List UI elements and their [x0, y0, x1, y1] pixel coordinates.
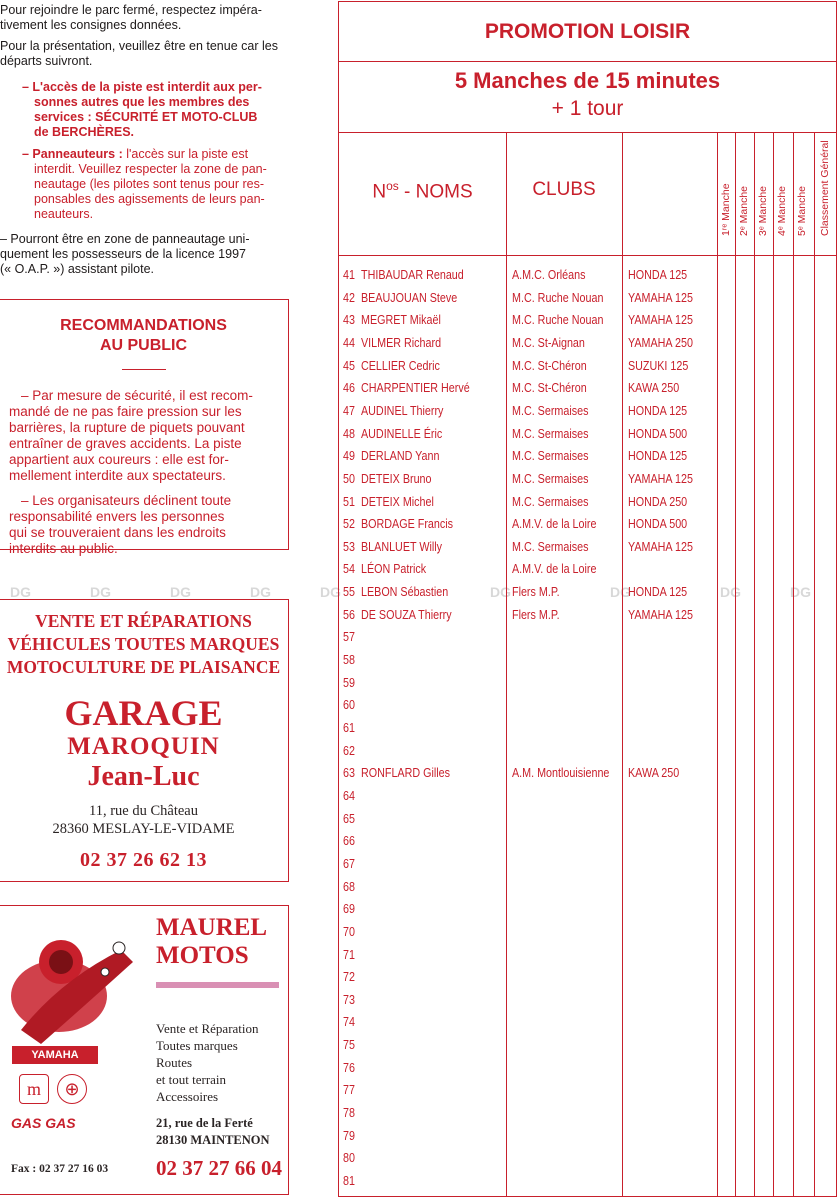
maurel-ad: [0, 905, 289, 1195]
service-line: Toutes marques: [156, 1038, 238, 1053]
row-number: 41: [343, 268, 355, 282]
row-number: 61: [343, 721, 355, 735]
column-divider: [793, 133, 794, 1196]
divider: [122, 369, 166, 370]
row-number: 44: [343, 335, 355, 350]
rule-panneauteurs: [22, 147, 294, 222]
header-manche-5: [793, 135, 811, 248]
row-number: 43: [343, 313, 355, 328]
row-club: M.C. St-Aignan: [512, 335, 585, 350]
service-line: MOTOCULTURE DE PLAISANCE: [6, 657, 281, 677]
row-club: Flers M.P.: [512, 607, 560, 622]
table-subtitle-extra: + 1 tour: [551, 97, 624, 120]
row-number: 54: [343, 562, 355, 577]
garage-phone: 02 37 26 62 13: [80, 849, 207, 871]
service-line: Accessoires: [156, 1089, 219, 1104]
divider: [339, 61, 836, 62]
row-number: 68: [343, 879, 355, 894]
row-number: 46: [343, 381, 355, 396]
row-number: 75: [343, 1038, 355, 1053]
yamaha-label: YAMAHA: [31, 1049, 79, 1061]
row-number: 78: [343, 1106, 355, 1121]
intro-line: tivement les consignes données.: [0, 18, 182, 32]
para-line: mellement interdite aux spectateurs.: [9, 468, 226, 483]
table-row: [339, 264, 717, 286]
gasgas-logo: GAS GAS: [11, 1115, 76, 1131]
row-name: CELLIER Cedric: [361, 358, 440, 373]
table-row: [339, 853, 717, 875]
row-number: 49: [343, 449, 355, 464]
yamaha-logo: [12, 1046, 98, 1064]
table-row: [339, 898, 717, 920]
row-number: 74: [343, 1015, 355, 1030]
row-club: M.C. Ruche Nouan: [512, 290, 604, 305]
column-divider: [754, 133, 755, 1196]
row-name: THIBAUDAR Renaud: [361, 268, 464, 282]
watermark: DG: [170, 584, 191, 600]
column-divider: [814, 133, 815, 1196]
header-manche-4: [773, 135, 791, 248]
row-moto: YAMAHA 125: [628, 290, 693, 305]
table-row: [339, 332, 717, 354]
service-line: VÉHICULES TOUTES MARQUES: [7, 634, 280, 654]
table-row: [339, 1170, 717, 1192]
service-line: Vente et Réparation: [156, 1021, 259, 1036]
row-moto: HONDA 500: [628, 426, 688, 441]
title-line: AU PUBLIC: [99, 337, 188, 354]
maurel-address: [156, 1115, 270, 1149]
row-number: 53: [343, 539, 355, 554]
table-row: [339, 762, 717, 784]
row-moto: YAMAHA 125: [628, 607, 693, 622]
row-moto: HONDA 125: [628, 403, 688, 418]
row-club: M.C. Sermaises: [512, 494, 589, 509]
row-moto: HONDA 125: [628, 268, 688, 282]
row-name: DETEIX Bruno: [361, 471, 432, 486]
row-moto: YAMAHA 125: [628, 539, 693, 554]
recommandations-box: [0, 299, 289, 556]
header-manche-label: 5ᵉ Manche: [796, 185, 808, 236]
row-number: 63: [343, 766, 355, 781]
row-name: CHARPENTIER Hervé: [361, 381, 470, 396]
row-number: 59: [343, 675, 355, 690]
column-divider: [717, 133, 718, 1196]
rule-line: l'accès sur la piste est: [122, 147, 249, 161]
row-name: BLANLUET Willy: [361, 539, 443, 554]
row-club: M.C. St-Chéron: [512, 358, 587, 373]
table-row: [339, 604, 717, 626]
para-line: barrières, la rupture de piquets pouvant: [9, 420, 245, 435]
header-noms-prefix: N: [372, 181, 387, 203]
row-name: AUDINEL Thierry: [361, 403, 444, 418]
watermark: DG: [250, 584, 271, 600]
divider: [156, 982, 279, 988]
table-row: [339, 830, 717, 852]
maurel-services: [156, 1020, 259, 1105]
row-name: LEBON Sébastien: [361, 585, 449, 600]
row-moto: YAMAHA 125: [628, 313, 693, 328]
row-moto: YAMAHA 125: [628, 471, 693, 486]
row-moto: HONDA 125: [628, 585, 688, 600]
header-noms: [339, 179, 506, 203]
table-row: [339, 400, 717, 422]
row-number: 70: [343, 924, 355, 939]
row-club: Flers M.P.: [512, 585, 560, 600]
row-moto: YAMAHA 250: [628, 335, 693, 350]
row-number: 77: [343, 1083, 355, 1098]
row-name: DERLAND Yann: [361, 449, 440, 464]
row-number: 45: [343, 358, 355, 373]
row-club: M.C. Sermaises: [512, 426, 589, 441]
row-name: BEAUJOUAN Steve: [361, 290, 458, 305]
table-row: [339, 694, 717, 716]
row-number: 47: [343, 403, 355, 418]
service-line: Routes: [156, 1055, 193, 1070]
row-club: M.C. St-Chéron: [512, 381, 587, 396]
table-row: [339, 808, 717, 830]
para-line: mandé de ne pas faire pression sur les: [9, 404, 242, 419]
header-clubs: CLUBS: [532, 179, 596, 200]
row-moto: SUZUKI 125: [628, 358, 689, 373]
maurel-fax: Fax : 02 37 27 16 03: [11, 1163, 109, 1175]
motorcycle-racer-image: [1, 910, 151, 1050]
rule-access: [22, 80, 292, 140]
row-number: 69: [343, 902, 355, 917]
table-row: [339, 626, 717, 648]
para-line: appartient aux coureurs : elle est for-: [9, 452, 229, 467]
row-club: A.M. Montlouisienne: [512, 766, 610, 781]
header-manche-label: 1ʳᵉ Manche: [720, 183, 732, 236]
row-club: A.M.C. Orléans: [512, 268, 586, 282]
title-line: MOTOS: [156, 942, 249, 969]
row-number: 65: [343, 811, 355, 826]
row-number: 60: [343, 698, 355, 713]
row-number: 73: [343, 992, 355, 1007]
table-row: [339, 785, 717, 807]
table-row: [339, 491, 717, 513]
watermark: DG: [790, 584, 811, 600]
para-line: – Les organisateurs déclinent toute: [21, 493, 232, 508]
row-number: 48: [343, 426, 355, 441]
watermark: DG: [320, 584, 341, 600]
table-row: [339, 1102, 717, 1124]
table-row: [339, 740, 717, 762]
intro-line: Pour la présentation, veuillez être en tenue car les: [0, 39, 278, 53]
rule-line: interdit. Veuillez respecter la zone de pan-: [34, 162, 267, 176]
row-club: M.C. Sermaises: [512, 539, 589, 554]
title-line: RECOMMANDATIONS: [60, 317, 227, 334]
table-row: [339, 1011, 717, 1033]
table-row: [339, 1034, 717, 1056]
intro-block: [0, 3, 295, 69]
row-number: 66: [343, 834, 355, 849]
row-name: AUDINELLE Éric: [361, 426, 443, 441]
para-line: qui se trouveraient dans les endroits: [9, 525, 226, 540]
rule-line: quement les possesseurs de la licence 1997: [0, 247, 246, 261]
piaggio-logo-icon: ⊕: [57, 1074, 87, 1104]
row-number: 71: [343, 947, 355, 962]
address-line: 11, rue du Château: [89, 803, 198, 819]
column-divider: [773, 133, 774, 1196]
rule-line: neautage (les pilotes sont tenus pour res-: [34, 177, 264, 191]
header-manche-label: Classement Général: [818, 140, 831, 236]
row-number: 79: [343, 1128, 355, 1143]
header-noms-sup: os: [386, 179, 399, 193]
table-row: [339, 581, 717, 603]
row-number: 67: [343, 856, 355, 871]
garage-title: GARAGE: [64, 693, 223, 733]
header-manche-2: [735, 135, 753, 248]
address-line: 28130 MAINTENON: [156, 1133, 270, 1147]
table-subtitle: 5 Manches de 15 minutes: [454, 68, 721, 93]
para-line: interdits au public.: [9, 541, 118, 556]
table-row: [339, 717, 717, 739]
table-row: [339, 377, 717, 399]
table-row: [339, 423, 717, 445]
table-row: [339, 921, 717, 943]
divider: [339, 255, 836, 256]
row-name: BORDAGE Francis: [361, 517, 453, 532]
table-row: [339, 309, 717, 331]
header-manche-label: 3ᵉ Manche: [757, 185, 769, 236]
table-row: [339, 876, 717, 898]
header-manche-1: [717, 135, 735, 248]
row-number: 72: [343, 970, 355, 985]
row-moto: KAWA 250: [628, 381, 680, 396]
maurel-phone: 02 37 27 66 04: [156, 1156, 282, 1180]
table-row: [339, 989, 717, 1011]
row-number: 76: [343, 1060, 355, 1075]
row-number: 80: [343, 1151, 355, 1166]
table-row: [339, 355, 717, 377]
rule-bold: – Panneauteurs :: [22, 147, 123, 161]
row-name: DE SOUZA Thierry: [361, 607, 452, 622]
recommandations-title: [0, 316, 288, 356]
table-row: [339, 468, 717, 490]
rule-oap: [0, 232, 296, 277]
intro-line: Pour rejoindre le parc fermé, respectez impéra-: [0, 3, 262, 17]
header-manche-label: 2ᵉ Manche: [738, 185, 750, 236]
watermark: DG: [490, 584, 511, 600]
table-row: [339, 649, 717, 671]
title-line: MAUREL: [156, 914, 268, 941]
row-club: M.C. Sermaises: [512, 449, 589, 464]
header-classement: [814, 135, 835, 248]
garage-services: [0, 610, 288, 679]
row-moto: KAWA 250: [628, 766, 680, 781]
address-line: 21, rue de la Ferté: [156, 1116, 253, 1130]
row-number: 58: [343, 653, 355, 668]
service-line: et tout terrain: [156, 1072, 227, 1087]
table-row: [339, 513, 717, 535]
row-name: VILMER Richard: [361, 335, 442, 350]
rule-line: sonnes autres que les membres des: [34, 95, 250, 109]
row-moto: HONDA 250: [628, 494, 688, 509]
rule-line: neauteurs.: [34, 207, 94, 221]
watermark: DG: [10, 584, 31, 600]
garage-name: MAROQUIN: [67, 733, 220, 760]
para-line: entraîner de graves accidents. La piste: [9, 436, 242, 451]
row-moto: HONDA 125: [628, 449, 688, 464]
divider: [339, 132, 836, 133]
rule-line: – Pourront être en zone de panneautage uni-: [0, 232, 250, 246]
garage-firstname: Jean-Luc: [87, 761, 200, 792]
row-number: 55: [343, 585, 355, 600]
row-number: 56: [343, 607, 355, 622]
watermark: DG: [720, 584, 741, 600]
row-number: 51: [343, 494, 355, 509]
rule-line: services : SÉCURITÉ ET MOTO-CLUB: [34, 110, 258, 124]
watermark: DG: [90, 584, 111, 600]
table-row: [339, 1079, 717, 1101]
row-number: 81: [343, 1174, 355, 1188]
row-number: 62: [343, 743, 355, 758]
row-number: 42: [343, 290, 355, 305]
recommandations-body: [0, 388, 288, 557]
row-club: A.M.V. de la Loire: [512, 517, 597, 532]
row-club: M.C. Sermaises: [512, 471, 589, 486]
rule-line: ponsables des agissements de leurs pan-: [34, 192, 265, 206]
row-number: 64: [343, 788, 355, 803]
header-manche-label: 4ᵉ Manche: [776, 185, 788, 236]
rule-line: (« O.A.P. ») assistant pilote.: [0, 262, 155, 276]
intro-line: départs suivront.: [0, 54, 93, 68]
row-club: M.C. Sermaises: [512, 403, 589, 418]
rule-line: – L'accès de la piste est interdit aux per-: [22, 80, 262, 94]
table-row: [339, 944, 717, 966]
table-row: [339, 672, 717, 694]
table-row: [339, 966, 717, 988]
table-title: PROMOTION LOISIR: [484, 20, 691, 43]
maurel-title: [156, 914, 267, 970]
table-row: [339, 1057, 717, 1079]
row-number: 52: [343, 517, 355, 532]
row-name: DETEIX Michel: [361, 494, 434, 509]
row-moto: HONDA 500: [628, 517, 688, 532]
header-noms-label: - NOMS: [398, 181, 473, 203]
malaguti-logo-icon: m: [19, 1074, 49, 1104]
address-line: 28360 MESLAY-LE-VIDAME: [52, 821, 235, 837]
row-name: MEGRET Mikaël: [361, 313, 441, 328]
table-row: [339, 558, 717, 580]
table-row: [339, 287, 717, 309]
table-row: [339, 1147, 717, 1169]
row-number: 57: [343, 630, 355, 645]
para-line: – Par mesure de sécurité, il est recom-: [21, 388, 253, 403]
garage-ad: [0, 599, 289, 882]
table-row: [339, 1125, 717, 1147]
para-line: responsabilité envers les personnes: [9, 509, 225, 524]
watermark: DG: [610, 584, 631, 600]
table-row: [339, 536, 717, 558]
row-club: A.M.V. de la Loire: [512, 562, 597, 577]
column-divider: [735, 133, 736, 1196]
rule-line: de BERCHÈRES.: [34, 125, 135, 139]
results-table: [338, 1, 837, 1197]
row-name: LÉON Patrick: [361, 562, 427, 577]
header-manche-3: [754, 135, 772, 248]
service-line: VENTE ET RÉPARATIONS: [35, 611, 252, 631]
table-row: [339, 445, 717, 467]
row-name: RONFLARD Gilles: [361, 766, 451, 781]
row-club: M.C. Ruche Nouan: [512, 313, 604, 328]
garage-address: [0, 802, 288, 838]
row-number: 50: [343, 471, 355, 486]
